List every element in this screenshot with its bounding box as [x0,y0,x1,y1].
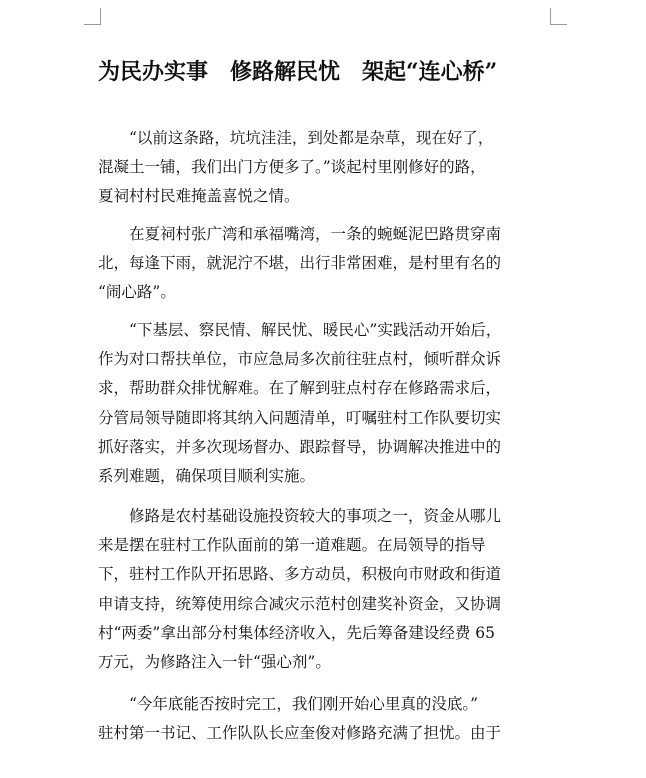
crop-mark-top-right [550,8,567,25]
text-line: 在夏祠村张广湾和承福嘴湾，一条的蜿蜒泥巴路贯穿南 [98,225,502,243]
text-line: 来是摆在驻村工作队面前的第一道难题。在局领导的指导 [98,536,486,555]
text-line: “闹心路”。 [98,283,176,302]
document-title: 为民办实事 修路解民忧 架起“连心桥” [98,59,498,85]
text-line: 北，每逢下雨，就泥泞不堪，出行非常困难，是村里有名的 [98,254,502,273]
text-line: 抓好落实，并多次现场督办、跟踪督导，协调解决推进中的 [98,437,502,456]
text-line: 下，驻村工作队开拓思路、多方动员，积极向市财政和街道 [98,565,502,584]
crop-mark-top-left [84,8,101,25]
text-line: 分管局领导随即将其纳入问题清单，叮嘱驻村工作队要切实 [98,408,502,427]
text-line: 混凝土一铺，我们出门方便多了。”谈起村里刚修好的路， [98,158,486,177]
paragraph-2 [98,220,558,308]
paragraph-4 [98,502,558,677]
text-line: 作为对口帮扶单位，市应急局多次前往驻点村，倾听群众诉 [98,350,502,369]
text-line: 村“两委”拿出部分村集体经济收入，先后筹备建设经费 65 [98,623,496,642]
paragraph-5 [98,690,558,748]
text-line: 万元，为修路注入一针“强心剂”。 [98,652,331,671]
text-line: 系列难题，确保项目顺利实施。 [98,466,316,485]
text-line: 求，帮助群众排忧解难。在了解到驻点村存在修路需求后， [98,379,502,398]
text-line: 夏祠村村民难掩盖喜悦之情。 [98,187,300,206]
text-line: 修路是农村基础设施投资较大的事项之一，资金从哪儿 [98,507,502,525]
text-line: “今年底能否按时完工，我们刚开始心里真的没底。” [98,695,479,713]
paragraph-1 [98,124,558,212]
text-line: 驻村第一书记、工作队队长应奎俊对修路充满了担忧。由于 [98,724,502,743]
text-line: 申请支持，统筹使用综合减灾示范村创建奖补资金，又协调 [98,594,502,613]
text-line: “以前这条路，坑坑洼洼，到处都是杂草，现在好了， [98,129,494,147]
paragraph-3 [98,316,558,491]
text-line: “下基层、察民情、解民忧、暖民心”实践活动开始后， [98,321,502,339]
